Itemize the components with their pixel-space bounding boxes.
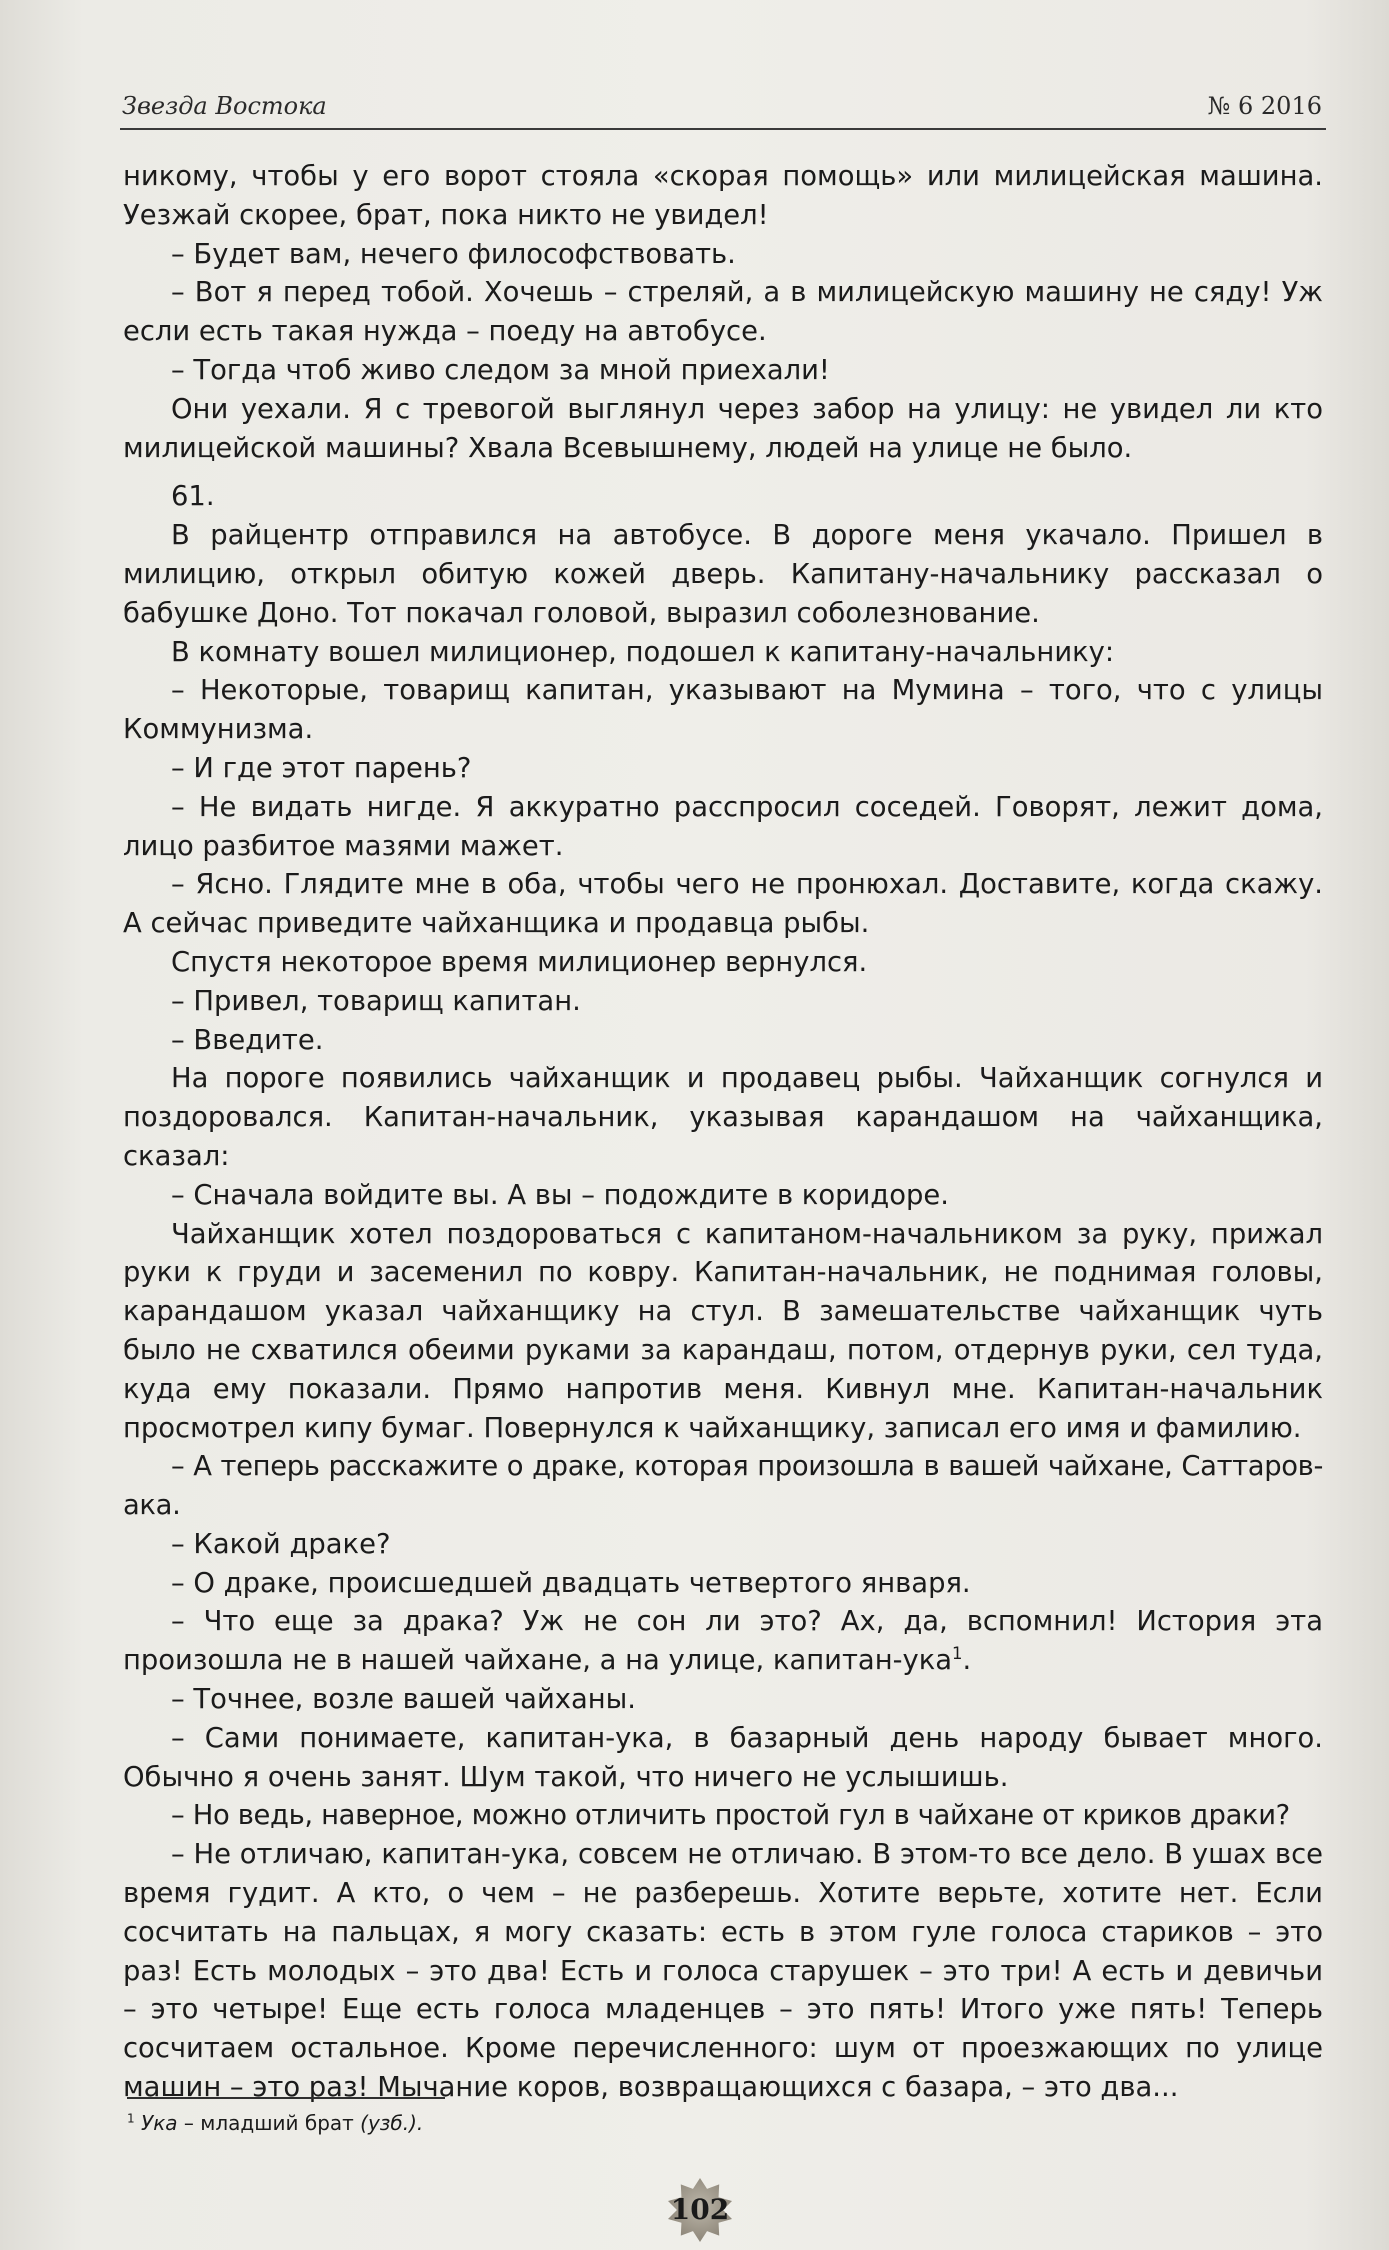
paragraph: – Какой драке? [171,1528,391,1560]
paragraph: – Привел, товарищ капитан. [171,985,581,1017]
footnote-reference: 1 [952,1644,963,1664]
paragraph: – Вот я перед тобой. Хочешь – стреляй, а в милицейскую машину не сяду! Уж если есть такая нужда – поеду на автобусе. [123,277,1323,348]
footnote-term: Ука [141,2111,178,2135]
page-number: 102 [670,2193,730,2226]
paragraph: – Некоторые, товарищ капитан, указывают на Мумина – того, что с улицы Коммунизма. [123,675,1323,746]
running-header [120,88,1326,130]
paragraph-text: – Что еще за драка? Уж не сон ли это? Ах, да, вспомнил! История эта произошла не в нашей чайхане, а на улице, капитан-ука [123,1606,1323,1677]
paragraph: В комнату вошел милиционер, подошел к капитану-начальнику: [171,636,1115,668]
issue-number: № 6 2016 [1207,92,1322,120]
footnote-marker: 1 [127,2111,135,2126]
paragraph: – Будет вам, нечего философствовать. [171,238,736,270]
paragraph: – Введите. [171,1024,324,1056]
paragraph: – Сначала войдите вы. А вы – подождите в коридоре. [171,1179,949,1211]
paragraph: – Не отличаю, капитан-ука, совсем не отличаю. В этом-то все дело. В ушах все время гудит. А кто, о чем – не разберешь. Хотите верьте, хотите нет. Если сосчитать на пальцах, я могу сказать: есть в этом гуле голоса стариков – это раз! Есть молодых – это два! Есть и голоса старушек – это три! А есть и девичьи – это четыре! Еще есть голоса младенцев – это пять! Итого уже пять! Теперь сосчитаем остальное. Кроме перечисленного: шум от проезжающих по улице машин – это раз! Мычание коров, возвращающихся с базара, – это два... [123,1839,1323,2104]
footnote [127,2110,927,2136]
paragraph: – Но ведь, наверное, можно отличить простой гул в чайхане от криков драки? [171,1800,1290,1832]
paragraph: Они уехали. Я с тревогой выглянул через забор на улицу: не увидел ли кто милицейской машины? Хвала Всевышнему, людей на улице не было. [123,393,1323,464]
journal-title: Звезда Востока [122,92,327,120]
paragraph: – Точнее, возле вашей чайханы. [171,1684,636,1716]
paragraph: – А теперь расскажите о драке, которая произошла в вашей чайхане, Саттаров-ака. [123,1451,1323,1522]
paragraph: – О драке, происшедшей двадцать четвертого января. [171,1567,971,1599]
paragraph: – И где этот парень? [171,752,472,784]
paragraph: – Не видать нигде. Я аккуратно расспросил соседей. Говорят, лежит дома, лицо разбитое мазями мажет. [123,791,1323,862]
chapter-number: 61. [171,481,215,513]
paragraph: Чайханщик хотел поздороваться с капитаном-начальником за руку, прижал руки к груди и засеменил по ковру. Капитан-начальник, не поднимая головы, карандашом указал чайханщику на стул. В замешательстве чайханщик чуть было не схватился обеими руками за карандаш, потом, отдернув руки, сел туда, куда ему показали. Прямо напротив меня. Кивнул мне. Капитан-начальник просмотрел кипу бумаг. Повернулся к чайханщику, записал его имя и фамилию. [123,1218,1323,1444]
article-body [123,158,1323,2108]
paragraph: В райцентр отправился на автобусе. В дороге меня укачало. Пришел в милицию, открыл обитую кожей дверь. Капитану-начальнику рассказал о бабушке Доно. Тот покачал головой, выразил соболезнование. [123,520,1323,629]
paragraph: На пороге появились чайханщик и продавец рыбы. Чайханщик согнулся и поздоровался. Капитан-начальник, указывая карандашом на чайханщика, сказал: [123,1063,1323,1172]
footnote-definition: – младший брат [177,2111,361,2135]
paragraph: – Сами понимаете, капитан-ука, в базарный день народу бывает много. Обычно я очень занят. Шум такой, что ничего не услышишь. [123,1722,1323,1793]
paragraph: – Тогда чтоб живо следом за мной приехали! [171,354,830,386]
paragraph: – Ясно. Глядите мне в оба, чтобы чего не пронюхал. Доставите, когда скажу. А сейчас приведите чайханщика и продавца рыбы. [123,869,1323,940]
footnote-divider [127,2097,445,2100]
footnote-language-note: (узб.). [360,2111,424,2135]
paragraph-with-footnote: – Что еще за драка? Уж не сон ли это? Ах, да, вспомнил! История эта произошла не в нашей чайхане, а на улице, капитан-ука$^1$. [123,1606,1323,1677]
paragraph: никому, чтобы у его ворот стояла «скорая помощь» или милицейская машина. Уезжай скорее, брат, пока никто не увидел! [123,161,1323,231]
paragraph: Спустя некоторое время милиционер вернулся. [171,946,868,978]
